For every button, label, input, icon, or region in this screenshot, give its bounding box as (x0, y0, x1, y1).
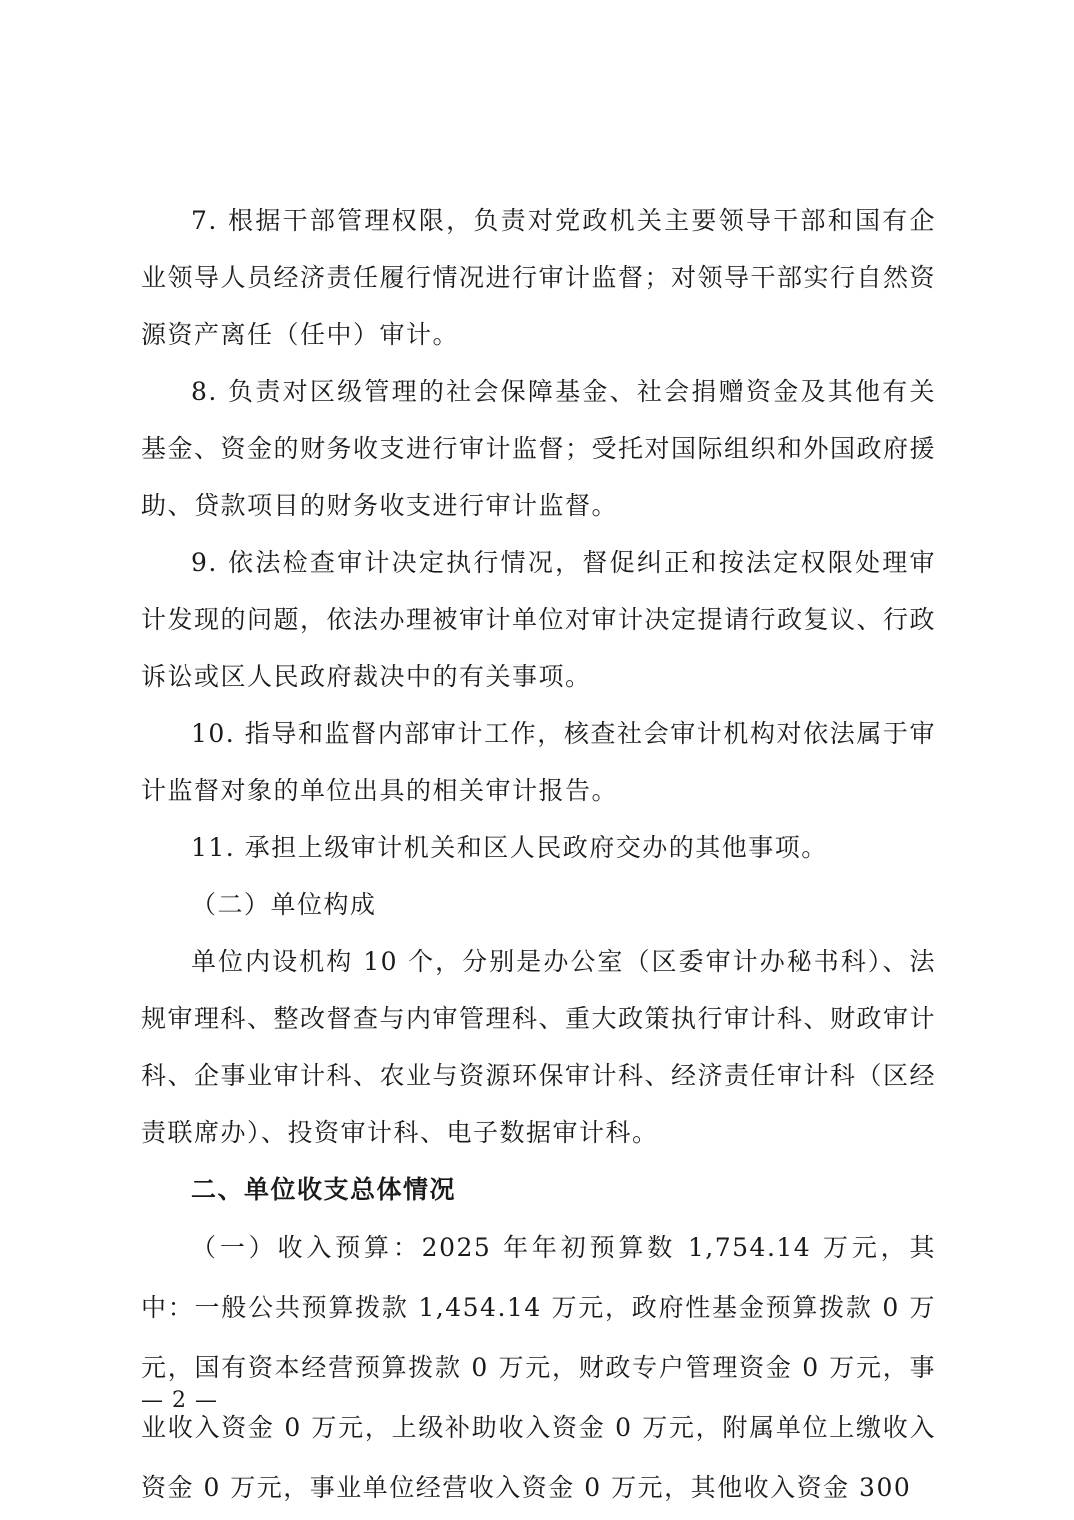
paragraph-item-11: 11. 承担上级审计机关和区人民政府交办的其他事项。 (191, 833, 828, 862)
section-heading-budget-overview: 二、单位收支总体情况 (191, 1175, 457, 1204)
document-body (141, 192, 936, 1518)
paragraph-item-8: 8. 负责对区级管理的社会保障基金、社会捐赠资金及其他有关基金、资金的财务收支进行审计监督；受托对国际组织和外国政府援助、贷款项目的财务收支进行审计监督。 (141, 377, 937, 520)
paragraph-unit-composition: 单位内设机构 10 个，分别是办公室（区委审计办秘书科）、法规审理科、整改督查与内审管理科、重大政策执行审计科、财政审计科、企事业审计科、农业与资源环保审计科、经济责任审计科（区经责联席办）、投资审计科、电子数据审计科。 (141, 947, 937, 1147)
page-number: — 2 — (141, 1388, 218, 1413)
paragraph-item-7: 7. 根据干部管理权限，负责对党政机关主要领导干部和国有企业领导人员经济责任履行情况进行审计监督；对领导干部实行自然资源资产离任（任中）审计。 (141, 206, 937, 349)
paragraph-item-9: 9. 依法检查审计决定执行情况，督促纠正和按法定权限处理审计发现的问题，依法办理被审计单位对审计决定提请行政复议、行政诉讼或区人民政府裁决中的有关事项。 (141, 548, 937, 691)
paragraph-income-budget: （一）收入预算：2025 年年初预算数 1,754.14 万元，其中：一般公共预算拨款 1,454.14 万元，政府性基金预算拨款 0 万元，国有资本经营预算拨款 0 万元，财政专户管理资金 0 万元，事业收入资金 0 万元，上级补助收入资金 0 万元，附属单位上缴收入资金 0 万元，事业单位经营收入资金 0 万元，其他收入资金 300 (141, 1233, 936, 1502)
paragraph-item-10: 10. 指导和监督内部审计工作，核查社会审计机构对依法属于审计监督对象的单位出具的相关审计报告。 (141, 719, 936, 805)
subheading-unit-composition: （二）单位构成 (191, 890, 377, 919)
